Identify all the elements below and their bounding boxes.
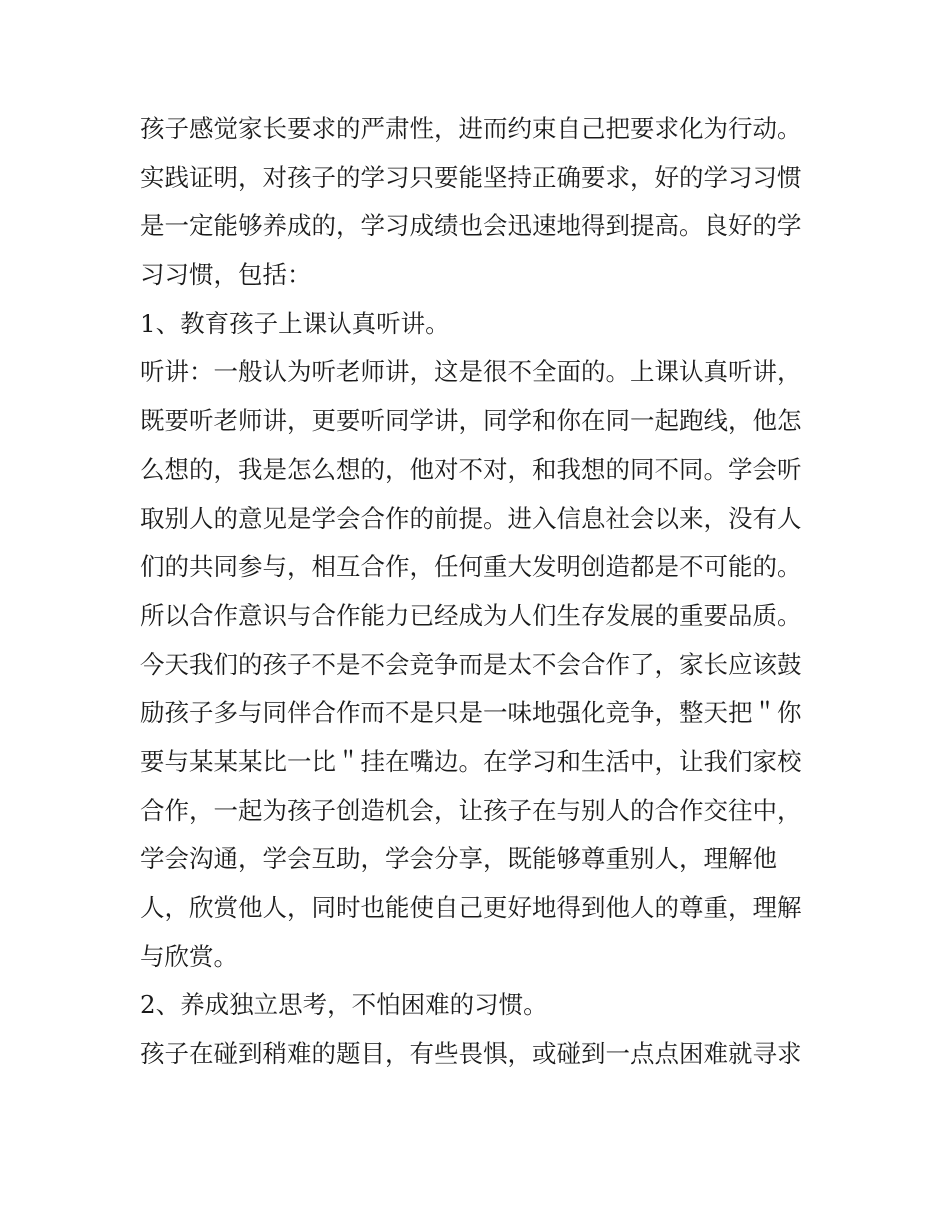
text-line: 人，欣赏他人，同时也能使自己更好地得到他人的尊重，理解: [140, 893, 802, 922]
section-heading-2: 2、养成独立思考，不怕困难的习惯。: [140, 990, 548, 1020]
section-heading-1: 1、教育孩子上课认真听讲。: [140, 308, 450, 338]
body-text: [140, 105, 820, 1079]
text-line: 是一定能够养成的，学习成绩也会迅速地得到提高。良好的学: [140, 211, 802, 241]
text-line: 听讲：一般认为听老师讲，这是很不全面的。上课认真听讲，: [140, 357, 802, 387]
text-line: 孩子在碰到稍难的题目，有些畏惧，或碰到一点点困难就寻求: [140, 1039, 802, 1069]
text-line: 合作，一起为孩子创造机会，让孩子在与别人的合作交往中，: [140, 795, 802, 825]
text-line: 取别人的意见是学会合作的前提。进入信息社会以来，没有人: [140, 503, 802, 533]
text-line: 既要听老师讲，更要听同学讲，同学和你在同一起跑线，他怎: [140, 406, 802, 436]
text-line: 学会沟通，学会互助，学会分享，既能够尊重别人，理解他: [140, 844, 777, 874]
text-line: 励孩子多与同伴合作而不是只是一味地强化竞争，整天把＂你: [140, 698, 802, 728]
text-line: 要与某某某比一比＂挂在嘴边。在学习和生活中，让我们家校: [140, 746, 802, 776]
text-line: 所以合作意识与合作能力已经成为人们生存发展的重要品质。: [140, 600, 802, 630]
text-line: 今天我们的孩子不是不会竞争而是太不会合作了，家长应该鼓: [140, 649, 802, 679]
text-line: 习习惯，包括：: [140, 260, 312, 290]
text-line: 么想的，我是怎么想的，他对不对，和我想的同不同。学会听: [140, 454, 802, 484]
text-line: 与欣赏。: [140, 941, 238, 971]
text-line: 孩子感觉家长要求的严肃性，进而约束自己把要求化为行动。: [140, 114, 802, 143]
text-line: 实践证明，对孩子的学习只要能坚持正确要求，好的学习习惯: [140, 162, 802, 192]
text-line: 们的共同参与，相互合作，任何重大发明创造都是不可能的。: [140, 552, 802, 582]
